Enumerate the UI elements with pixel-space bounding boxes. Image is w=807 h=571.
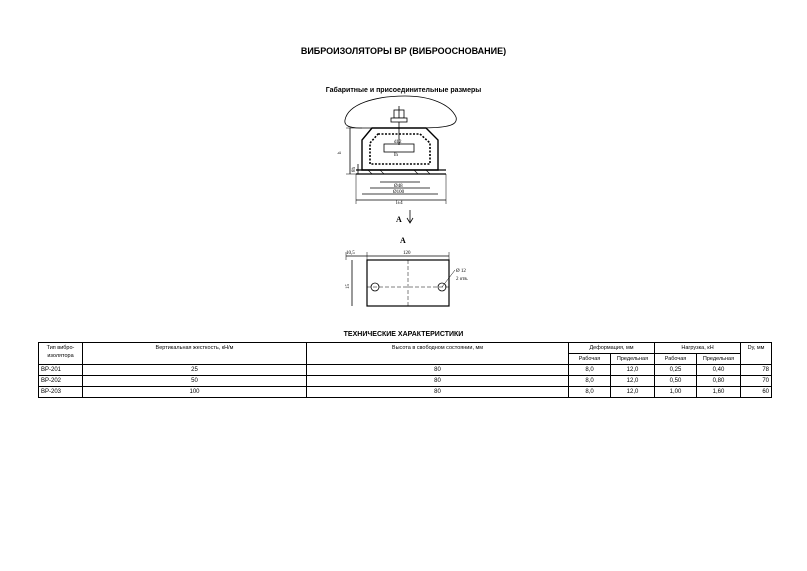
plan-hole: Ø 12: [456, 269, 466, 274]
cell-stiffness: 50: [83, 376, 307, 387]
cell-load-limit: 0,40: [697, 365, 741, 376]
dim-inner: Ø100: [393, 190, 405, 195]
cell-def-limit: 12,0: [611, 365, 655, 376]
cell-type: ВР-201: [39, 365, 83, 376]
view-arrow-label: А: [396, 215, 402, 224]
cell-type: ВР-203: [39, 387, 83, 398]
cell-def-limit: 12,0: [611, 387, 655, 398]
tech-title: ТЕХНИЧЕСКИЕ ХАРАКТЕРИСТИКИ: [343, 331, 464, 338]
cell-last: 78: [741, 365, 772, 376]
dim-height: h: [338, 151, 343, 154]
plan-offset: 10,5: [346, 251, 355, 256]
dim-bolt: d12: [394, 140, 402, 145]
table-row: [39, 365, 772, 376]
view-label: А: [400, 236, 406, 245]
table-row: [39, 376, 772, 387]
drawing-subtitle: Габаритные и присоединительные размеры: [325, 87, 482, 94]
header-load-limit: Предельная: [697, 354, 741, 365]
header-load: Нагрузка, кН: [655, 343, 741, 354]
cell-height: 80: [307, 387, 569, 398]
cell-height: 80: [307, 376, 569, 387]
cell-stiffness: 100: [83, 387, 307, 398]
header-stiffness: Вертикальная жесткость, кН/м: [83, 343, 307, 365]
cell-load-limit: 1,60: [697, 387, 741, 398]
header-type: Тип вибро-изолятора: [39, 343, 83, 365]
cell-load-limit: 0,80: [697, 376, 741, 387]
cell-load-work: 1,00: [655, 387, 697, 398]
plan-height: 15: [346, 284, 351, 289]
cell-stiffness: 25: [83, 365, 307, 376]
cell-load-work: 0,25: [655, 365, 697, 376]
dim-hole-spacing: Ø48: [394, 184, 403, 189]
header-def-working: Рабочая: [569, 354, 611, 365]
dim-total: l±4: [396, 201, 403, 206]
table-row: [39, 387, 772, 398]
dim-base-height: 8h: [352, 167, 357, 172]
cell-type: ВР-202: [39, 376, 83, 387]
header-height: Высота в свободном состоянии, мм: [307, 343, 569, 365]
table-header-row: [39, 343, 772, 354]
cell-load-work: 0,50: [655, 376, 697, 387]
cell-def-work: 8,0: [569, 376, 611, 387]
header-last: Dу, мм: [741, 343, 772, 365]
page-title: ВИБРОИЗОЛЯТОРЫ ВР (ВИБРООСНОВАНИЕ): [300, 46, 507, 56]
header-load-working: Рабочая: [655, 354, 697, 365]
cell-def-limit: 12,0: [611, 376, 655, 387]
cell-last: 70: [741, 376, 772, 387]
cell-def-work: 8,0: [569, 387, 611, 398]
plan-holes-count: 2 отв.: [456, 277, 468, 282]
header-deformation: Деформация, мм: [569, 343, 655, 354]
header-def-limit: Предельная: [611, 354, 655, 365]
cell-def-work: 8,0: [569, 365, 611, 376]
cell-last: 60: [741, 387, 772, 398]
specs-table: [38, 342, 772, 398]
dim-width: lh: [394, 153, 398, 158]
cell-height: 80: [307, 365, 569, 376]
plan-length: 120: [403, 251, 411, 256]
